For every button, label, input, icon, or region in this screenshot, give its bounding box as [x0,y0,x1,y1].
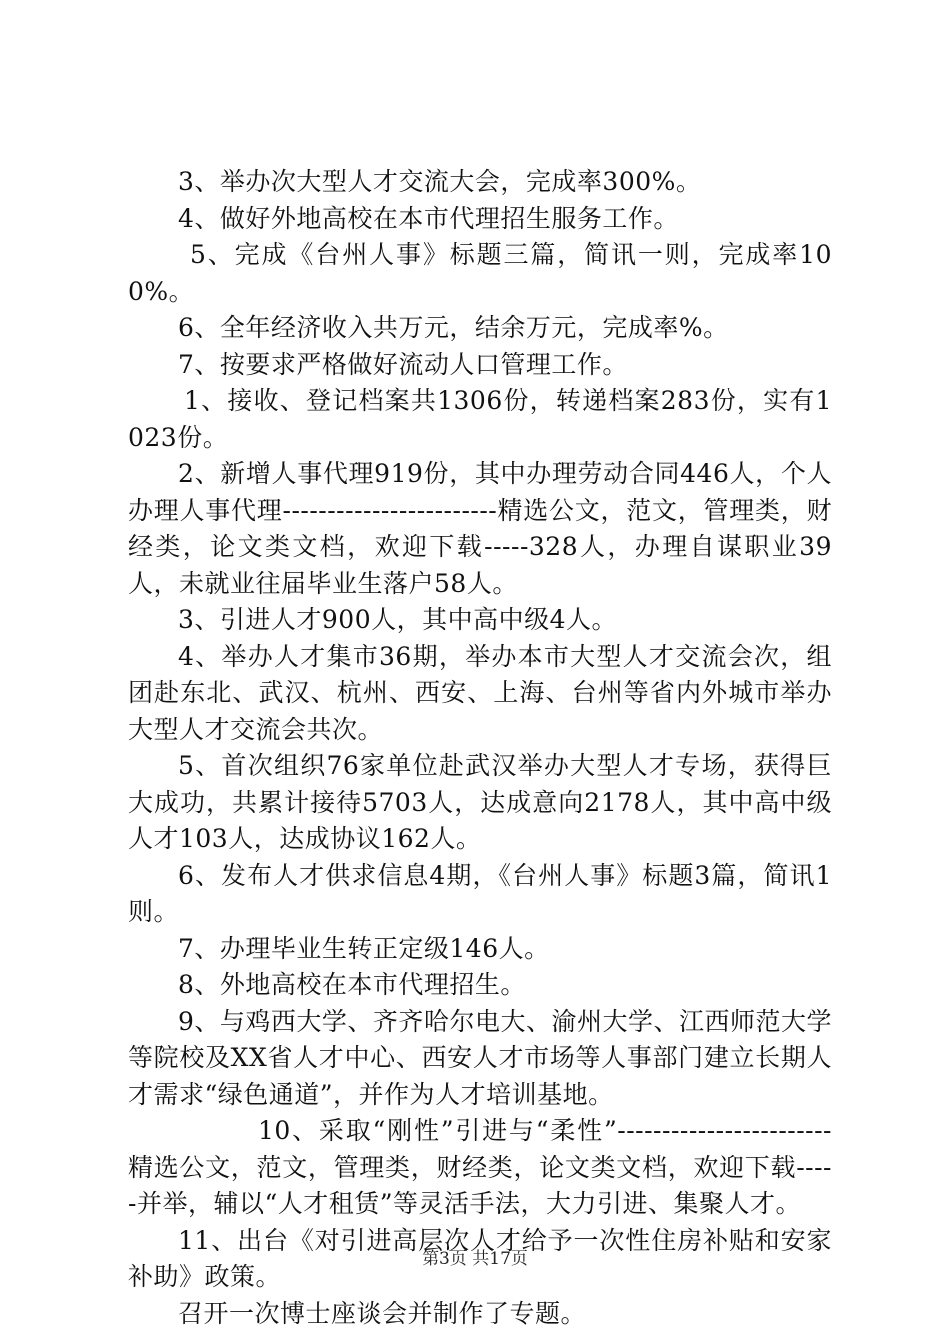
paragraph: 3、引进人才900人，其中高中级4人。 [178,605,618,634]
paragraph: 5、首次组织76家单位赴武汉举办大型人才专场，获得巨大成功，共累计接待5703人，达成意向2178人，其中高中级人才103人，达成协议162人。 [128,751,832,853]
paragraph: 7、按要求严格做好流动人口管理工作。 [178,349,628,379]
paragraph: 2、新增人事代理919份，其中办理劳动合同446人，个人办理人事代理------------------------精选公文，范文，管理类，财经类，论文类文档，欢迎下载-----328人，办理自谋职业39人，未就业往届毕业生落户58人。 [128,459,832,598]
paragraph: 5、完成《台州人事》标题三篇，简讯一则，完成率100%。 [128,240,832,306]
paragraph: 6、全年经济收入共万元，结余万元，完成率%。 [178,313,729,342]
paragraph: 6、发布人才供求信息4期，《台州人事》标题3篇，简讯1则。 [128,860,832,926]
paragraph: 8、外地高校在本市代理招生。 [178,970,526,999]
paragraph: 7、办理毕业生转正定级146人。 [178,933,550,963]
paragraph: 3、举办次大型人才交流大会，完成率300%。 [178,167,702,196]
paragraph: 4、举办人才集市36期，举办本市大型人才交流会次，组团赴东北、武汉、杭州、西安、上海、台州等省内外城市举办大型人才交流会共次。 [128,641,832,744]
paragraph: 10、采取“刚性”引进与“柔性”------------------------精选公文，范文，管理类，财经类，论文类文档，欢迎下载-----并举，辅以“人才租赁”等灵活手法，大力引进、集聚人才。 [128,1116,832,1218]
document-body [128,164,832,1332]
paragraph: 召开一次博士座谈会并制作了专题。 [178,1298,587,1328]
paragraph: 11、出台《对引进高层次人才给予一次性住房补贴和安家补助》政策。 [128,1225,832,1291]
paragraph: 1、接收、登记档案共1306份，转递档案283份，实有1023份。 [128,386,832,452]
paragraph: 9、与鸡西大学、齐齐哈尔电大、渝州大学、江西师范大学等院校及XX省人才中心、西安人才市场等人事部门建立长期人才需求“绿色通道”，并作为人才培训基地。 [128,1006,832,1109]
page-number-footer: 第3页 共17页 [422,1249,528,1269]
paragraph: 4、做好外地高校在本市代理招生服务工作。 [178,203,679,233]
